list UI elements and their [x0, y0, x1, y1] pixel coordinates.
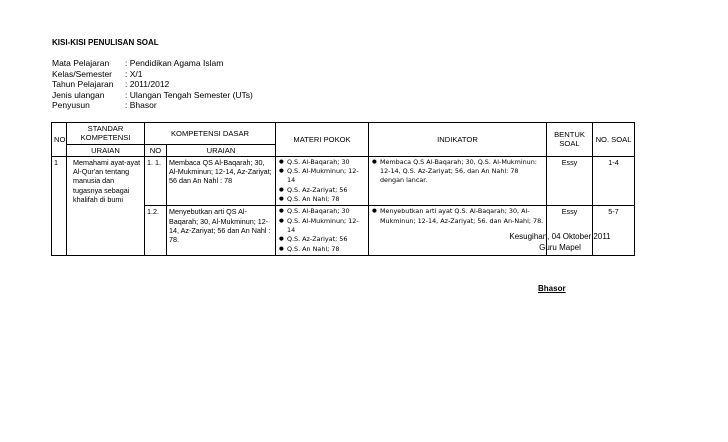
- meta-key: Kelas/Semester: [52, 68, 112, 79]
- cell-no-soal: 1-4: [593, 156, 635, 205]
- document-meta: [52, 58, 253, 111]
- cell-materi-pokok: [276, 206, 369, 255]
- meta-row: [52, 100, 253, 111]
- cell-bentuk-soal: Essy: [547, 156, 593, 205]
- header-kd-uraian: URAIAN: [167, 144, 276, 156]
- list-item: ● Q.S. An Nahl; 78: [278, 195, 366, 204]
- header-kd-no: NO: [145, 144, 167, 156]
- header-materi-pokok: MATERI POKOK: [276, 123, 369, 157]
- list-item: ● Q.S. Al-Mukminun; 12-14: [278, 217, 366, 236]
- cell-no: 1: [52, 156, 67, 255]
- meta-row: [52, 58, 253, 69]
- cell-kd-uraian: Menyebutkan arti QS Al-Baqarah; 30, Al-Mukminun; 12-14, Az-Zariyat; 56 dan An Nahl : 78.: [167, 206, 276, 255]
- cell-kd-uraian: Membaca QS Al-Baqarah; 30, Al-Mukminun; 12-14, Az-Zariyat; 56 dan An Nahl : 78: [167, 156, 276, 205]
- cell-kd-no: 1.2.: [145, 206, 167, 255]
- meta-value: : X/1: [125, 68, 143, 79]
- header-kompetensi-dasar: KOMPETENSI DASAR: [145, 123, 276, 145]
- list-item: ● Q.S. Az-Zariyat; 56: [278, 186, 366, 195]
- cell-standar-kompetensi: Memahami ayat-ayat Al-Qur'an tentang manusia dan tugasnya sebagai khalifah di bumi: [67, 156, 145, 255]
- list-item: ● Q.S. Al-Mukminun; 12-14: [278, 167, 366, 186]
- cell-kd-no: 1. 1.: [145, 156, 167, 205]
- cell-no-soal: 5-7: [593, 206, 635, 255]
- signature-role: Guru Mapel: [539, 243, 581, 252]
- header-uraian-sk: URAIAN: [67, 144, 145, 156]
- meta-value: : 2011/2012: [125, 79, 170, 90]
- document-title: KISI-KISI PENULISAN SOAL: [52, 38, 159, 47]
- meta-key: Jenis ulangan: [52, 89, 105, 100]
- indikator-text: ● Menyebutkan arti ayat Q.S. Al-Baqarah; 30, Al-Mukminun; 12-14, Az-Zariyat; 56. dan An-Nahl; 78.: [371, 207, 544, 226]
- cell-materi-pokok: [276, 156, 369, 205]
- list-item: ● Q.S. Al-Baqarah; 30: [278, 207, 366, 216]
- meta-key: Penyusun: [52, 100, 90, 111]
- cell-indikator: [369, 156, 547, 205]
- cell-bentuk-soal: Essy: [547, 206, 593, 255]
- signature-name: Bhasor: [538, 284, 566, 293]
- header-bentuk-soal: BENTUK SOAL: [547, 123, 593, 157]
- indikator-text: ● Membaca Q.S Al-Baqarah; 30, Q.S. Al-Mukminun: 12-14, Q.S. Az-Zariyat; 56, dan An Nahl: 78 dengan lancar.: [371, 158, 544, 186]
- header-row: [52, 123, 635, 145]
- table-row: [52, 156, 635, 205]
- meta-value: : Pendidikan Agama Islam: [125, 58, 224, 68]
- meta-key: Mata Pelajaran: [52, 58, 110, 68]
- signature-block: [504, 231, 616, 253]
- meta-value: : Ulangan Tengah Semester (UTs): [125, 89, 253, 100]
- header-no: NO: [52, 123, 67, 157]
- meta-value: : Bhasor: [125, 100, 157, 111]
- meta-key: Tahun Pelajaran: [52, 79, 114, 90]
- list-item: ● Q.S. An Nahl; 78: [278, 245, 366, 254]
- list-item: ● Q.S. Az-Zariyat; 56: [278, 235, 366, 244]
- header-indikator: INDIKATOR: [369, 123, 547, 157]
- meta-row: [52, 79, 253, 90]
- header-no-soal: NO. SOAL: [593, 123, 635, 157]
- meta-row: [52, 69, 253, 80]
- list-item: ● Q.S. Al-Baqarah; 30: [278, 158, 366, 167]
- signature-place-date: Kesugihan, 04 Oktober 2011: [509, 232, 611, 241]
- meta-row: [52, 90, 253, 101]
- header-standar-kompetensi: STANDAR KOMPETENSI: [67, 123, 145, 145]
